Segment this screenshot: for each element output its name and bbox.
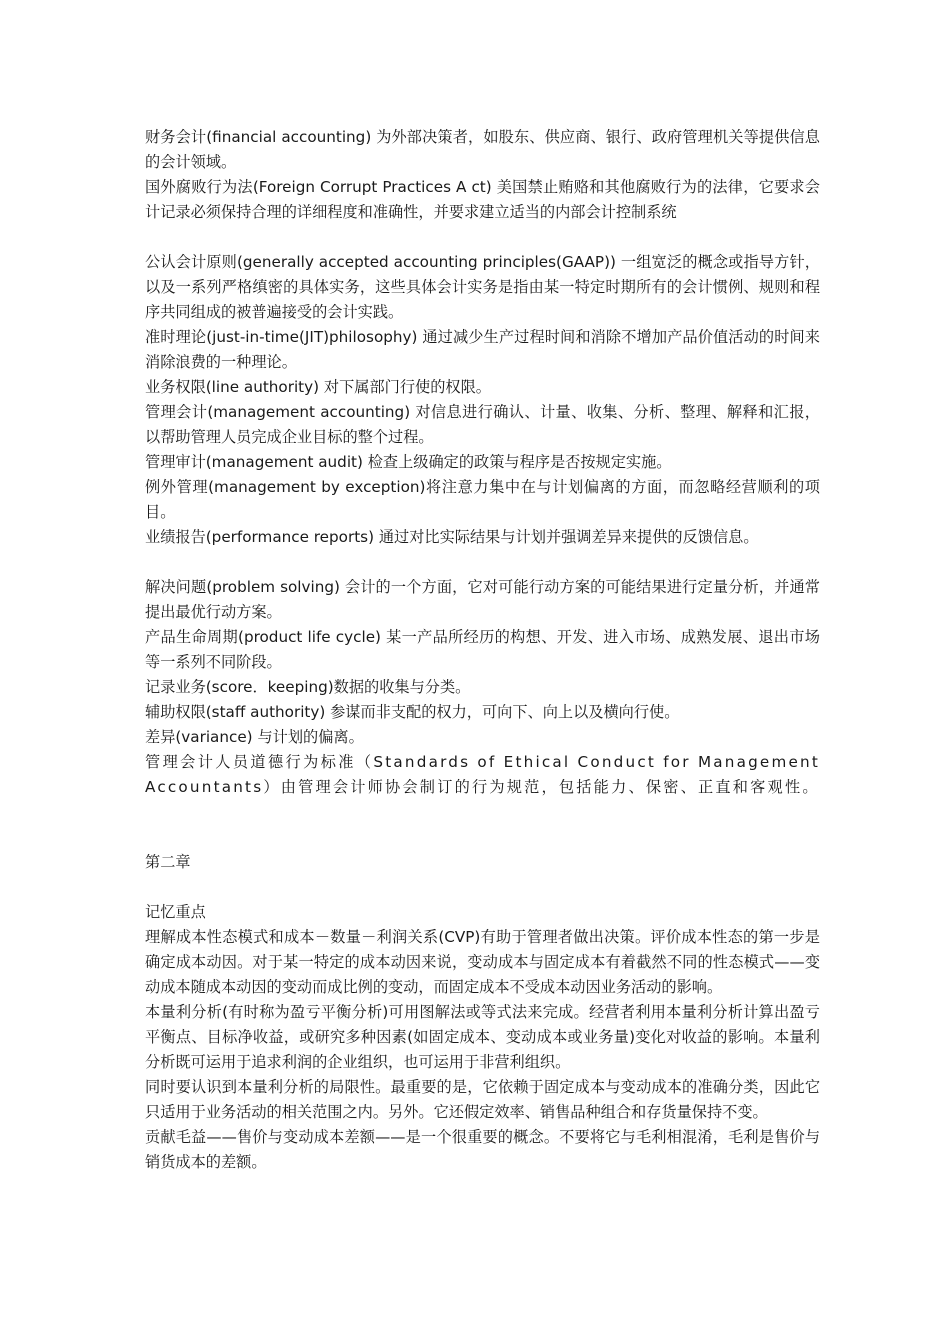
section-title: 记忆重点 (145, 903, 206, 921)
glossary-entry-product-life-cycle: 产品生命周期(product life cycle) 某一产品所经历的构想、开发、进入市场、成熟发展、退出市场等一系列不同阶段。 (145, 628, 820, 671)
glossary-entry-problem-solving: 解决问题(problem solving) 会计的一个方面，它对可能行动方案的可能结果进行定量分析，并通常提出最优行动方案。 (145, 578, 820, 621)
blank-line (145, 875, 820, 900)
glossary-entry-ethics-standards: 管理会计人员道德行为标准（Standards of Ethical Conduct for Management Accountants）由管理会计师协会制订的行为规范，包括能力、保密、正直和客观性。 (145, 753, 820, 796)
glossary-entry-management-by-exception: 例外管理(management by exception)将注意力集中在与计划偏离的方面，而忽略经营顺利的项目。 (145, 478, 820, 521)
glossary-entry-staff-authority: 辅助权限(staff authority) 参谋而非支配的权力，可向下、向上以及横向行使。 (145, 703, 680, 721)
glossary-entry-performance-reports: 业绩报告(performance reports) 通过对比实际结果与计划并强调差异来提供的反馈信息。 (145, 528, 759, 546)
blank-line (145, 550, 820, 575)
glossary-entry-line-authority: 业务权限(line authority) 对下属部门行使的权限。 (145, 378, 491, 396)
glossary-entry-management-audit: 管理审计(management audit) 检查上级确定的政策与程序是否按规定实施。 (145, 453, 672, 471)
chapter-paragraph: 贡献毛益——售价与变动成本差额——是一个很重要的概念。不要将它与毛利相混淆，毛利是售价与销货成本的差额。 (145, 1128, 820, 1171)
glossary-entry-financial-accounting: 财务会计(financial accounting) 为外部决策者，如股东、供应商、银行、政府管理机关等提供信息的会计领域。 (145, 128, 820, 171)
glossary-entry-fcpa: 国外腐败行为法(Foreign Corrupt Practices A ct) 美国禁止贿赂和其他腐败行为的法律，它要求会计记录必须保持合理的详细程度和准确性，并要求建立适当的内部会计控制系统 (145, 178, 820, 221)
chapter-paragraph: 同时要认识到本量利分析的局限性。最重要的是，它依赖于固定成本与变动成本的准确分类，因此它只适用于业务活动的相关范围之内。另外。它还假定效率、销售品种组合和存货量保持不变。 (145, 1078, 820, 1121)
glossary-entry-variance: 差异(variance) 与计划的偏离。 (145, 728, 364, 746)
chapter-paragraph: 本量利分析(有时称为盈亏平衡分析)可用图解法或等式法来完成。经营者利用本量利分析计算出盈亏平衡点、目标净收益，或研究多种因素(如固定成本、变动成本或业务量)变化对收益的影响。本量利分析既可运用于追求利润的企业组织，也可运用于非营利组织。 (145, 1003, 820, 1071)
glossary-entry-management-accounting: 管理会计(management accounting) 对信息进行确认、计量、收集、分析、整理、解释和汇报，以帮助管理人员完成企业目标的整个过程。 (145, 403, 820, 446)
blank-line (145, 225, 820, 250)
glossary-entry-jit: 准时理论(just-in-time(JIT)philosophy) 通过减少生产过程时间和消除不增加产品价值活动的时间来消除浪费的一种理论。 (145, 328, 820, 371)
glossary-entry-score-keeping: 记录业务(score．keeping)数据的收集与分类。 (145, 678, 471, 696)
chapter-paragraph: 理解成本性态模式和成本－数量－利润关系(CVP)有助于管理者做出决策。评价成本性态的第一步是确定成本动因。对于某一特定的成本动因来说，变动成本与固定成本有着截然不同的性态模式——变动成本随成本动因的变动而成比例的变动，而固定成本不受成本动因业务活动的影响。 (145, 928, 820, 996)
glossary-entry-gaap: 公认会计原则(generally accepted accounting principles(GAAP)) 一组宽泛的概念或指导方针，以及一系列严格缜密的具体实务，这些具体会计实务是指由某一特定时期所有的会计惯例、规则和程序共同组成的被普遍接受的会计实践。 (145, 253, 820, 321)
blank-lines (145, 800, 820, 850)
chapter-title: 第二章 (145, 853, 191, 871)
